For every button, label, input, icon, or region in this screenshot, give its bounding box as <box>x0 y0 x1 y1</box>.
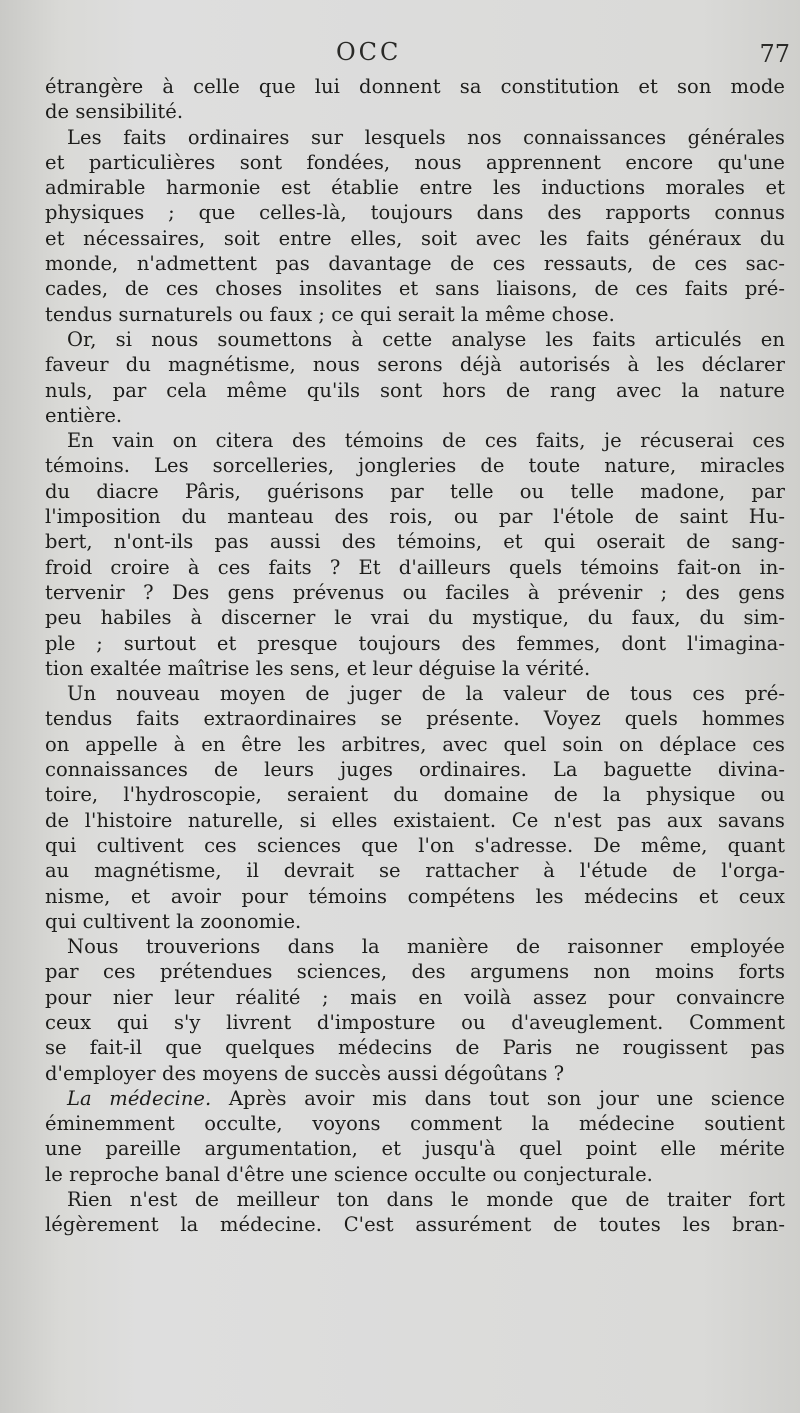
text-line: faveur du magnétisme, nous serons déjà autorisés à les déclarer <box>45 353 785 377</box>
text-line: une pareille argumentation, et jusqu'à quel point elle mérite <box>45 1137 785 1161</box>
text-line: tendus faits extraordinaires se présente. Voyez quels hommes <box>45 707 785 731</box>
text-line: monde, n'admettent pas davantage de ces ressauts, de ces sac- <box>45 252 785 276</box>
paragraph-start: Nous trouverions dans la manière de raisonner employée <box>67 935 785 959</box>
paragraph-start: Les faits ordinaires sur lesquels nos connaissances générales <box>67 125 785 149</box>
text-line: témoins. Les sorcelleries, jongleries de toute nature, miracles <box>45 454 785 478</box>
text-line: et nécessaires, soit entre elles, soit avec les faits généraux du <box>45 226 785 250</box>
text-line: par ces prétendues sciences, des argumens non moins forts <box>45 960 785 984</box>
paragraph-start <box>45 1086 785 1111</box>
text-line: l'imposition du manteau des rois, ou par l'étole de saint Hu- <box>45 505 785 529</box>
paragraph-start: Rien n'est de meilleur ton dans le monde que de traiter fort <box>67 1188 785 1212</box>
paragraph-start: En vain on citera des témoins de ces faits, je récuserai ces <box>67 429 785 453</box>
paragraph-start: Un nouveau moyen de juger de la valeur de tous ces pré- <box>67 682 785 706</box>
text-line: tion exaltée maîtrise les sens, et leur déguise la vérité. <box>45 656 591 680</box>
text-line: froid croire à ces faits ? Et d'ailleurs quels témoins fait-on in- <box>45 555 785 579</box>
text-line: entière. <box>45 403 123 427</box>
text-line: tervenir ? Des gens prévenus ou faciles à prévenir ; des gens <box>45 580 785 604</box>
section-heading-continuation: Après avoir mis dans tout son jour une science <box>228 1086 785 1110</box>
text-line: du diacre Pâris, guérisons par telle ou telle madone, par <box>45 479 785 503</box>
text-line: connaissances de leurs juges ordinaires. La baguette divina- <box>45 758 785 782</box>
text-line: légèrement la médecine. C'est assurément de toutes les bran- <box>45 1213 785 1237</box>
text-line: pour nier leur réalité ; mais en voilà assez pour convaincre <box>45 985 785 1009</box>
text-line: de sensibilité. <box>45 100 184 124</box>
text-line: on appelle à en être les arbitres, avec quel soin on déplace ces <box>45 732 785 756</box>
text-line: tendus surnaturels ou faux ; ce qui serait la même chose. <box>45 302 615 326</box>
text-line: qui cultivent ces sciences que l'on s'adresse. De même, quant <box>45 833 785 857</box>
text-line: le reproche banal d'être une science occulte ou conjecturale. <box>45 1162 653 1186</box>
text-line: au magnétisme, il devrait se rattacher à l'étude de l'orga- <box>45 859 785 883</box>
text-line: étrangère à celle que lui donnent sa constitution et son mode <box>45 75 785 98</box>
body-text <box>45 74 785 1238</box>
text-line: physiques ; que celles-là, toujours dans des rapports connus <box>45 201 785 225</box>
text-line: toire, l'hydroscopie, seraient du domaine de la physique ou <box>45 783 785 807</box>
text-line: qui cultivent la zoonomie. <box>45 909 302 933</box>
paragraph-start: Or, si nous soumettons à cette analyse les faits articulés en <box>67 327 785 351</box>
text-line: nuls, par cela même qu'ils sont hors de rang avec la nature <box>45 378 785 402</box>
text-line: admirable harmonie est établie entre les inductions morales et <box>45 176 785 200</box>
text-line: bert, n'ont-ils pas aussi des témoins, et qui oserait de sang- <box>45 530 785 554</box>
page-number: 77 <box>759 40 790 68</box>
text-line: ple ; surtout et presque toujours des femmes, dont l'imagina- <box>45 631 785 655</box>
text-line: se fait-il que quelques médecins de Paris ne rougissent pas <box>45 1036 785 1060</box>
text-line: peu habiles à discerner le vrai du mystique, du faux, du sim- <box>45 606 785 630</box>
text-line: éminemment occulte, voyons comment la médecine soutient <box>45 1112 785 1136</box>
text-line: nisme, et avoir pour témoins compétens les médecins et ceux <box>45 884 785 908</box>
text-line: de l'histoire naturelle, si elles existaient. Ce n'est pas aux savans <box>45 808 785 832</box>
text-line: cades, de ces choses insolites et sans liaisons, de ces faits pré- <box>45 277 785 301</box>
text-line: et particulières sont fondées, nous apprennent encore qu'une <box>45 150 785 174</box>
text-line: ceux qui s'y livrent d'imposture ou d'aveuglement. Comment <box>45 1010 785 1034</box>
page-header <box>0 38 800 72</box>
section-heading: La médecine. <box>67 1086 212 1110</box>
text-line: d'employer des moyens de succès aussi dégoûtans ? <box>45 1061 565 1085</box>
running-head: OCC <box>336 38 402 66</box>
